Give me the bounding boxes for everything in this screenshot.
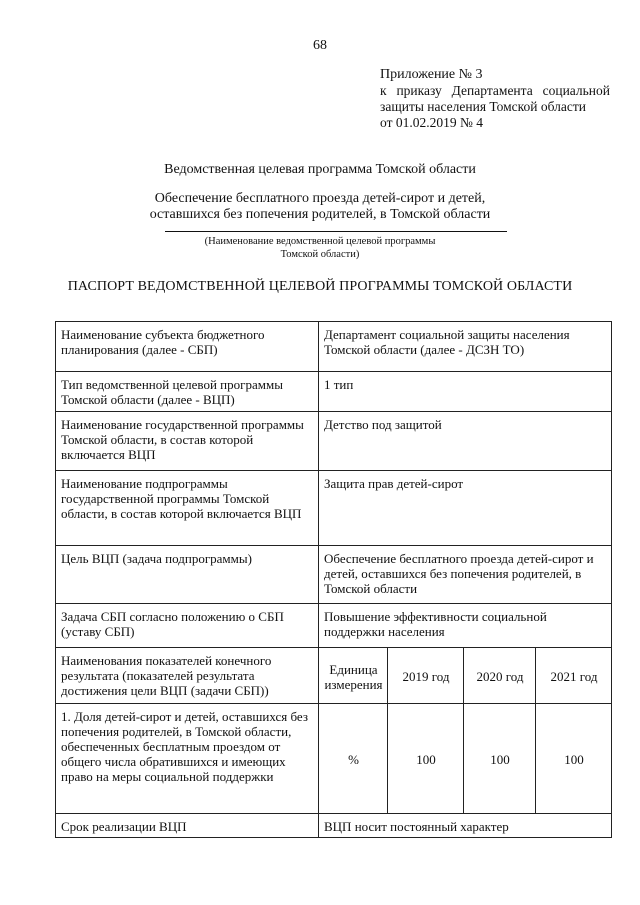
row-value: Обеспечение бесплатного проезда детей-сирот и детей, оставшихся без попечения родителей, в Томской области (319, 546, 612, 604)
indicator-value-2019: 100 (388, 704, 464, 814)
appendix-line-3: от 01.02.2019 № 4 (380, 115, 483, 130)
program-name (0, 191, 640, 223)
program-name-line-1: Обеспечение бесплатного проезда детей-сирот и детей, (154, 191, 486, 206)
title-underline (165, 231, 507, 232)
year-2019-header: 2019 год (388, 648, 464, 704)
table-row (56, 471, 612, 546)
table-row (56, 546, 612, 604)
row-label: Наименование государственной программы Томской области, в состав которой включается ВЦП (56, 412, 319, 471)
row-value: Повышение эффективности социальной поддержки населения (319, 604, 612, 648)
program-name-line-2: оставшихся без попечения родителей, в Томской области (149, 207, 491, 222)
year-2020-header: 2020 год (464, 648, 536, 704)
row-value: Защита прав детей-сирот (319, 471, 612, 546)
term-label: Срок реализации ВЦП (56, 814, 319, 838)
passport-heading: ПАСПОРТ ВЕДОМСТВЕННОЙ ЦЕЛЕВОЙ ПРОГРАММЫ ТОМСКОЙ ОБЛАСТИ (67, 279, 573, 294)
row-label: Цель ВЦП (задача подпрограммы) (56, 546, 319, 604)
table-row (56, 322, 612, 372)
indicator-row (56, 704, 612, 814)
appendix-line-1: к приказу Департамента социальной (380, 83, 610, 98)
appendix-line-2: защиты населения Томской области (380, 99, 587, 114)
indicator-value-2021: 100 (536, 704, 612, 814)
page-number: 68 (313, 38, 327, 53)
unit-header: Единица измерения (319, 648, 388, 704)
program-title: Ведомственная целевая программа Томской области (164, 162, 476, 177)
row-label: Наименование субъекта бюджетного планирования (далее - СБП) (56, 322, 319, 372)
appendix-block (380, 67, 610, 131)
caption-line-2: Томской области) (280, 249, 360, 260)
term-row (56, 814, 612, 838)
row-value: Департамент социальной защиты населения Томской области (далее - ДСЗН ТО) (319, 322, 612, 372)
row-label: Задача СБП согласно положению о СБП (уставу СБП) (56, 604, 319, 648)
row-value: Детство под защитой (319, 412, 612, 471)
year-2021-header: 2021 год (536, 648, 612, 704)
row-label: Наименование подпрограммы государственной программы Томской области, в состав которой включается ВЦП (56, 471, 319, 546)
passport-table (55, 321, 612, 838)
program-name-caption (0, 235, 640, 261)
term-value: ВЦП носит постоянный характер (319, 814, 612, 838)
table-row (56, 372, 612, 412)
indicator-unit: % (319, 704, 388, 814)
table-row (56, 604, 612, 648)
row-value: 1 тип (319, 372, 612, 412)
indicator-label: 1. Доля детей-сирот и детей, оставшихся без попечения родителей, в Томской области, обеспеченных бесплатным проездом от общего числа обратившихся и имеющих право на меры социальной поддержки (56, 704, 319, 814)
indicators-header-label: Наименования показателей конечного результата (показателей результата достижения цели ВЦП (задачи СБП)) (56, 648, 319, 704)
indicator-value-2020: 100 (464, 704, 536, 814)
row-label: Тип ведомственной целевой программы Томской области (далее - ВЦП) (56, 372, 319, 412)
table-row (56, 412, 612, 471)
caption-line-1: (Наименование ведомственной целевой программы (204, 236, 436, 247)
indicators-header-row (56, 648, 612, 704)
appendix-title: Приложение № 3 (380, 67, 483, 82)
